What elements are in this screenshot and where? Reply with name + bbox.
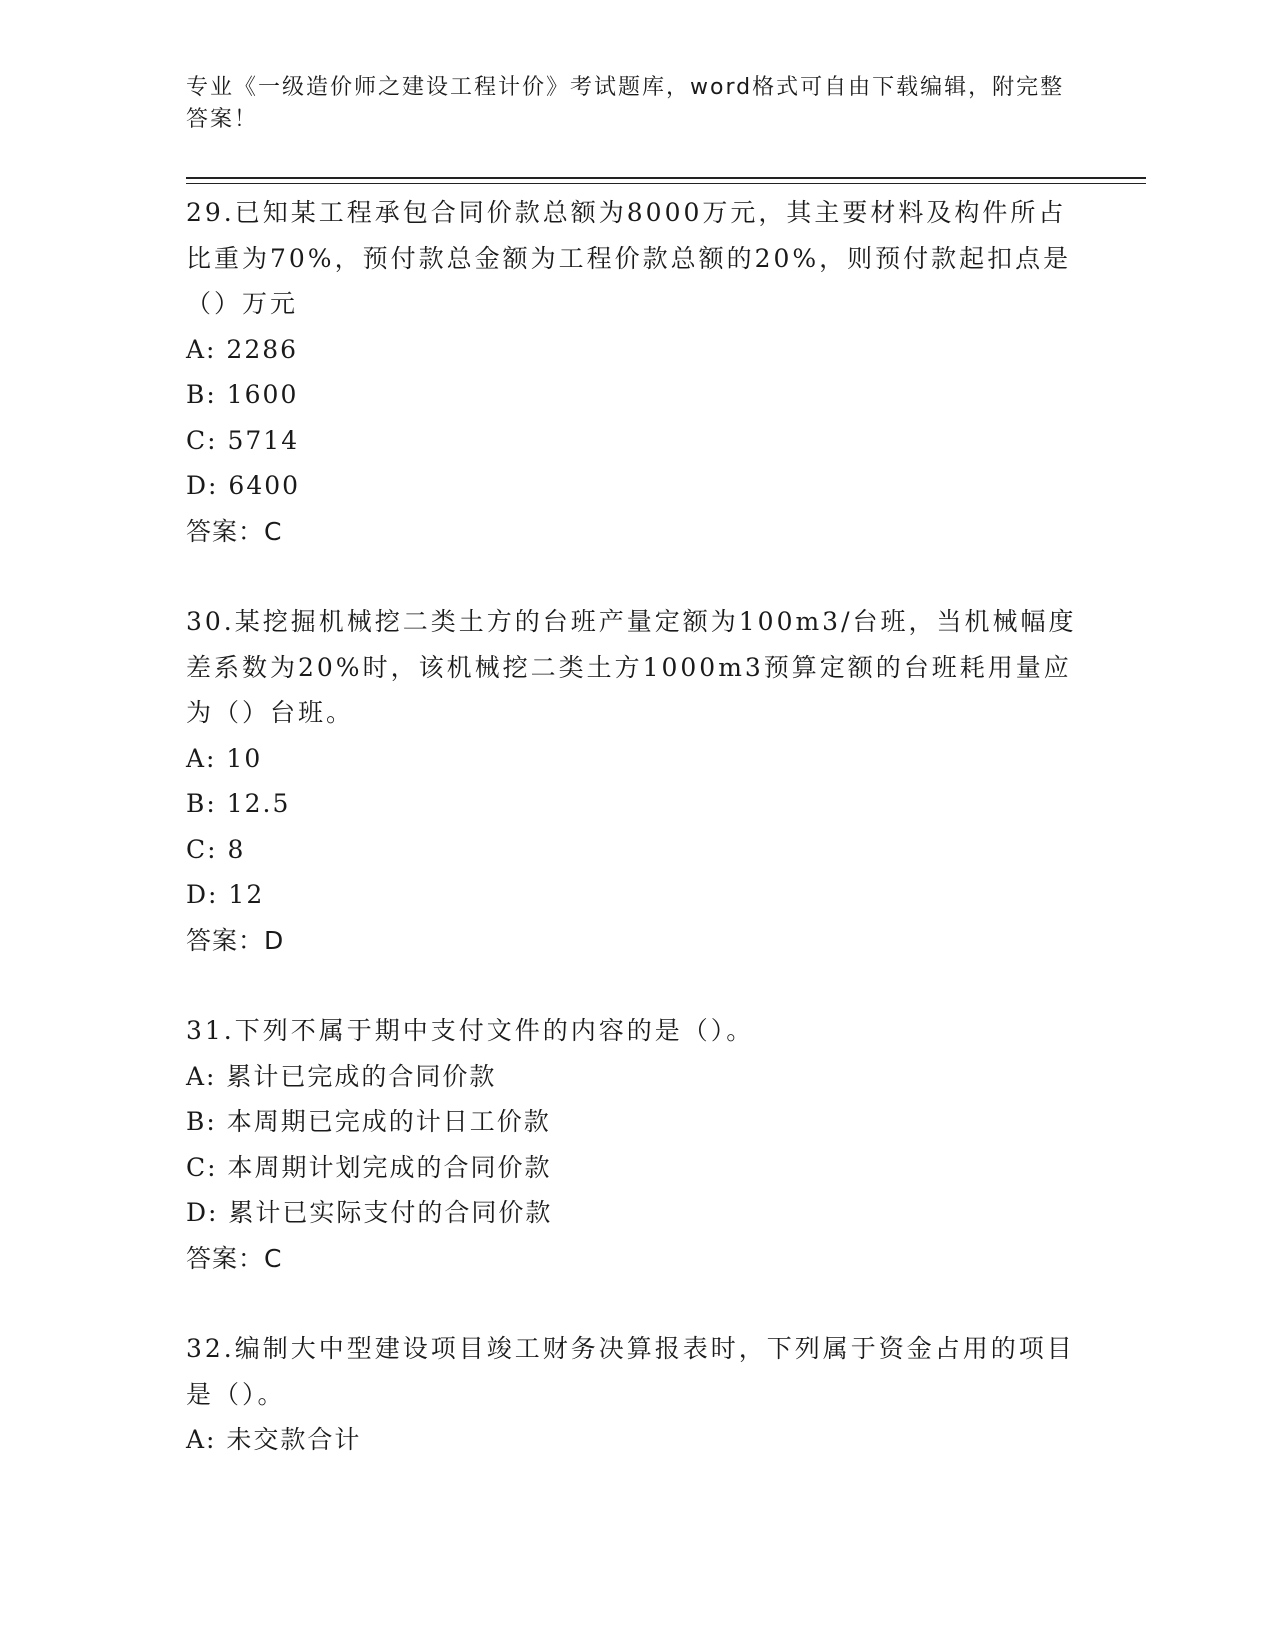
option-d: D: 6400 bbox=[186, 471, 301, 500]
question-text: 29.已知某工程承包合同价款总额为8000万元，其主要材料及构件所占比重为70%，预付款总金额为工程价款总额的20%，则预付款起扣点是（）万元 bbox=[186, 198, 1072, 318]
option-a: A: 未交款合计 bbox=[186, 1425, 362, 1454]
spacer bbox=[186, 1281, 1086, 1326]
spacer bbox=[186, 963, 1086, 1008]
answer: 答案：D bbox=[186, 925, 285, 955]
option-c: C: 本周期计划完成的合同价款 bbox=[186, 1152, 552, 1182]
header-divider-thin bbox=[186, 183, 1146, 184]
option-b: B: 本周期已完成的计日工价款 bbox=[186, 1107, 551, 1136]
question-31 bbox=[186, 1008, 1086, 1281]
option-d: D: 累计已实际支付的合同价款 bbox=[186, 1198, 553, 1227]
question-text: 32.编制大中型建设项目竣工财务决算报表时，下列属于资金占用的项目是（）。 bbox=[186, 1334, 1075, 1409]
question-text: 30.某挖掘机械挖二类土方的台班产量定额为100m3/台班，当机械幅度差系数为20%时，该机械挖二类土方1000m3预算定额的台班耗用量应为（）台班。 bbox=[186, 607, 1077, 727]
question-32 bbox=[186, 1326, 1086, 1463]
option-d: D: 12 bbox=[186, 880, 265, 909]
answer: 答案：C bbox=[186, 516, 283, 546]
question-30 bbox=[186, 599, 1086, 963]
option-a: A: 10 bbox=[186, 743, 263, 773]
question-list bbox=[186, 190, 1086, 1463]
header-divider-thick bbox=[186, 177, 1146, 179]
option-c: C: 5714 bbox=[186, 425, 300, 455]
question-29 bbox=[186, 190, 1086, 554]
option-c: C: 8 bbox=[186, 834, 246, 864]
option-b: B: 12.5 bbox=[186, 789, 291, 818]
question-text: 31.下列不属于期中支付文件的内容的是（）。 bbox=[186, 1016, 755, 1045]
answer: 答案：C bbox=[186, 1243, 283, 1273]
option-a: A: 累计已完成的合同价款 bbox=[186, 1061, 497, 1091]
document-header: 专业《一级造价师之建设工程计价》考试题库，word格式可自由下载编辑，附完整答案！ bbox=[186, 75, 1065, 132]
spacer bbox=[186, 554, 1086, 599]
option-b: B: 1600 bbox=[186, 380, 299, 409]
option-a: A: 2286 bbox=[186, 334, 299, 364]
